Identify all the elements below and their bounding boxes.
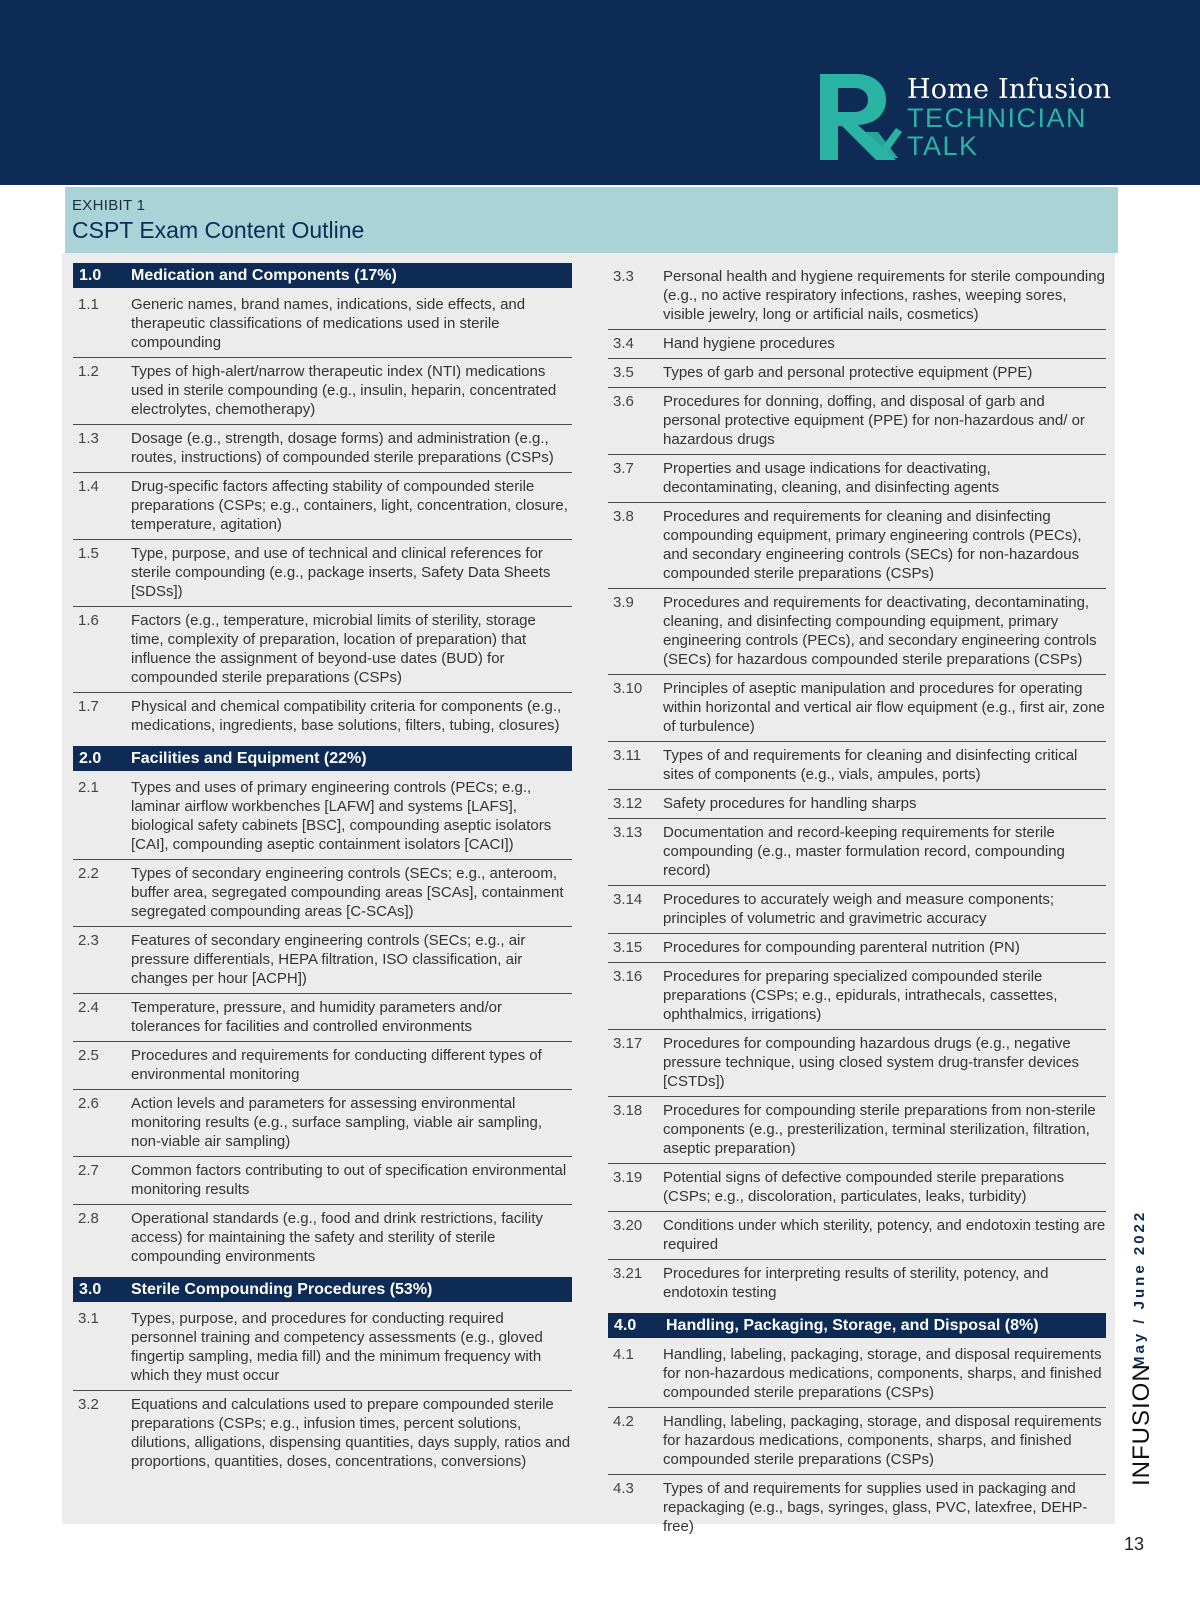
item-text: Types and uses of primary engineering controls (PECs; e.g., laminar airflow workbenches [LAFW] and systems [LAFS], biological safety cabinets [BSC], compounding aseptic isolators [CAI], compounding aseptic containment isolators [CACI]) [131, 779, 552, 853]
item-number: 2.8 [78, 1210, 99, 1227]
outline-item [608, 1097, 1106, 1164]
section-header [73, 1277, 572, 1302]
section-number: 4.0 [614, 1316, 637, 1334]
outline-item [608, 263, 1106, 330]
item-text: Principles of aseptic manipulation and procedures for operating within horizontal and vertical air flow equipment (e.g., first air, zone of turbulence) [663, 680, 1105, 735]
item-text: Procedures and requirements for conducting different types of environmental monitoring [131, 1047, 542, 1083]
outline-item [608, 1475, 1106, 1541]
header-banner [0, 0, 1200, 185]
item-text: Features of secondary engineering controls (SECs; e.g., air pressure differentials, HEPA filtration, ISO classification, air changes per hour [ACPH]) [131, 932, 526, 987]
brand-line-3: TALK [907, 131, 979, 161]
item-number: 2.3 [78, 932, 99, 949]
item-text: Equations and calculations used to prepare compounded sterile preparations (CSPs; e.g., infusion times, percent solutions, dilutions, alligations, dispensing quantities, days supply, ratios and proportions, quantities, doses, concentrations, conversions) [131, 1396, 571, 1470]
item-number: 3.9 [613, 594, 634, 611]
outline-item [608, 963, 1106, 1030]
item-number: 2.4 [78, 999, 99, 1016]
item-text: Procedures for compounding sterile preparations from non-sterile components (e.g., presterilization, terminal sterilization, filtration, aseptic preparation) [663, 1102, 1096, 1157]
outline-item [608, 1030, 1106, 1097]
outline-item [608, 742, 1106, 790]
item-text: Types of and requirements for supplies used in packaging and repackaging (e.g., bags, syringes, glass, PVC, latexfree, DEHP-free) [663, 1480, 1088, 1535]
outline-item [608, 1164, 1106, 1212]
item-text: Potential signs of defective compounded sterile preparations (CSPs; e.g., discoloration, particulates, leaks, turbidity) [663, 1169, 1065, 1205]
right-column [608, 263, 1106, 1541]
item-text: Drug-specific factors affecting stability of compounded sterile preparations (CSPs; e.g., containers, light, concentration, closure, temperature, agitation) [131, 478, 568, 533]
outline-item [608, 503, 1106, 589]
issue-date: May / June 2022 [1131, 1209, 1148, 1369]
item-text: Procedures and requirements for deactivating, decontaminating, cleaning, and disinfecting compounding equipment, primary engineering controls (PECs), and secondary engineering controls (SECs) for hazardous compounded sterile preparations (CSPs) [663, 594, 1097, 668]
item-number: 2.7 [78, 1162, 99, 1179]
outline-item [608, 388, 1106, 455]
outline-item [608, 886, 1106, 934]
item-text: Types of secondary engineering controls (SECs; e.g., anteroom, buffer area, segregated compounding areas [SCAs], containment segregated compounding areas [C-SCAs]) [131, 865, 564, 920]
outline-item [608, 1260, 1106, 1307]
outline-item [608, 330, 1106, 359]
item-number: 3.12 [613, 795, 643, 812]
item-number: 3.3 [613, 268, 634, 285]
section-number: 2.0 [79, 749, 102, 767]
outline-item [608, 1341, 1106, 1408]
item-text: Physical and chemical compatibility criteria for components (e.g., medications, ingredients, base solutions, filters, tubing, closures) [131, 698, 562, 734]
item-number: 3.10 [613, 680, 643, 697]
item-text: Temperature, pressure, and humidity parameters and/or tolerances for facilities and controlled environments [131, 999, 503, 1035]
item-number: 2.1 [78, 779, 99, 796]
outline-item [73, 774, 572, 860]
section-header [73, 263, 572, 288]
section-title: Facilities and Equipment (22%) [131, 749, 367, 767]
item-number: 3.21 [613, 1265, 643, 1282]
item-number: 1.3 [78, 430, 99, 447]
item-text: Handling, labeling, packaging, storage, and disposal requirements for non-hazardous medications, components, sharps, and finished compounded sterile preparations (CSPs) [663, 1346, 1102, 1401]
item-text: Types, purpose, and procedures for conducting required personnel training and competency assessments (e.g., gloved fingertip sampling, media fill) and the minimum frequency with which they must occur [131, 1310, 543, 1384]
item-text: Types of high-alert/narrow therapeutic index (NTI) medications used in sterile compounding (e.g., insulin, heparin, concentrated electrolytes, chemotherapy) [131, 363, 557, 418]
item-text: Documentation and record-keeping requirements for sterile compounding (e.g., master formulation record, compounding record) [663, 824, 1065, 879]
item-text: Generic names, brand names, indications, side effects, and therapeutic classifications of medications used in sterile compounding [131, 296, 526, 351]
item-text: Safety procedures for handling sharps [663, 795, 917, 812]
section-header [608, 1313, 1106, 1338]
outline-item [73, 425, 572, 473]
outline-item [608, 1408, 1106, 1475]
outline-item [73, 358, 572, 425]
item-text: Properties and usage indications for deactivating, decontaminating, cleaning, and disinfecting agents [663, 460, 1000, 496]
item-number: 2.6 [78, 1095, 99, 1112]
outline-item [73, 540, 572, 607]
item-number: 3.5 [613, 364, 634, 381]
outline-item [73, 607, 572, 693]
item-number: 3.13 [613, 824, 643, 841]
item-number: 3.14 [613, 891, 643, 908]
outline-item [608, 359, 1106, 388]
outline-item [608, 934, 1106, 963]
page-number: 13 [1124, 1534, 1145, 1554]
outline-item [73, 291, 572, 358]
section-number: 1.0 [79, 266, 102, 284]
outline-item [73, 1090, 572, 1157]
item-number: 1.6 [78, 612, 99, 629]
item-text: Operational standards (e.g., food and drink restrictions, facility access) for maintaining the safety and sterility of sterile compounding environments [131, 1210, 543, 1265]
item-text: Procedures for donning, doffing, and disposal of garb and personal protective equipment (PPE) for non-hazardous and/ or hazardous drugs [663, 393, 1085, 448]
outline-item [608, 455, 1106, 503]
outline-item [73, 1042, 572, 1090]
item-number: 3.7 [613, 460, 634, 477]
item-number: 3.18 [613, 1102, 643, 1119]
outline-item [608, 675, 1106, 742]
item-text: Procedures for preparing specialized compounded sterile preparations (CSPs; e.g., epidurals, intrathecals, cassettes, ophthalmics, irrigations) [663, 968, 1058, 1023]
item-number: 1.5 [78, 545, 99, 562]
item-text: Factors (e.g., temperature, microbial limits of sterility, storage time, complexity of preparation, location of preparation) that influence the assignment of beyond-use dates (BUD) for compounded sterile preparations (CSPs) [131, 612, 536, 686]
item-number: 3.1 [78, 1310, 99, 1327]
section-number: 3.0 [79, 1280, 102, 1298]
item-text: Procedures and requirements for cleaning and disinfecting compounding equipment, primary engineering controls (PECs), and secondary engineering controls (SECs) for non-hazardous compounded sterile preparations (CSPs) [663, 508, 1082, 582]
outline-item [73, 927, 572, 994]
item-number: 3.6 [613, 393, 634, 410]
item-text: Hand hygiene procedures [663, 335, 835, 352]
item-text: Conditions under which sterility, potency, and endotoxin testing are required [663, 1217, 1106, 1253]
section-title: Sterile Compounding Procedures (53%) [131, 1280, 433, 1298]
item-text: Procedures for compounding hazardous drugs (e.g., negative pressure technique, using closed system drug-transfer devices [CSTDs]) [663, 1035, 1080, 1090]
outline-item [73, 473, 572, 540]
item-number: 3.8 [613, 508, 634, 525]
item-number: 2.2 [78, 865, 99, 882]
left-column [73, 263, 572, 1476]
item-text: Procedures for interpreting results of sterility, potency, and endotoxin testing [663, 1265, 1049, 1301]
item-text: Dosage (e.g., strength, dosage forms) and administration (e.g., routes, instructions) of compounded sterile preparations (CSPs) [131, 430, 554, 466]
item-number: 3.17 [613, 1035, 643, 1052]
item-number: 2.5 [78, 1047, 99, 1064]
item-number: 3.15 [613, 939, 643, 956]
brand-name [907, 76, 1111, 160]
item-number: 3.16 [613, 968, 643, 985]
item-number: 1.2 [78, 363, 99, 380]
item-text: Personal health and hygiene requirements for sterile compounding (e.g., no active respiratory infections, rashes, weeping sores, visible jewelry, long or artificial nails, cosmetics) [663, 268, 1105, 323]
outline-item [608, 589, 1106, 675]
outline-item [73, 994, 572, 1042]
outline-item [608, 790, 1106, 819]
item-text: Types of and requirements for cleaning and disinfecting critical sites of components (e.g., vials, ampules, ports) [663, 747, 1078, 783]
outline-item [73, 693, 572, 740]
item-text: Procedures for compounding parenteral nutrition (PN) [663, 939, 1020, 956]
item-number: 1.1 [78, 296, 99, 313]
item-text: Types of garb and personal protective equipment (PPE) [663, 364, 1033, 381]
brand-line-1: Home Infusion [907, 74, 1112, 105]
item-number: 3.19 [613, 1169, 643, 1186]
section-title: Medication and Components (17%) [131, 266, 397, 284]
item-text: Handling, labeling, packaging, storage, and disposal requirements for hazardous medications, components, sharps, and finished compounded sterile preparations (CSPs) [663, 1413, 1102, 1468]
exhibit-title: CSPT Exam Content Outline [72, 217, 365, 243]
item-number: 3.20 [613, 1217, 643, 1234]
outline-item [608, 1212, 1106, 1260]
outline-item [73, 1305, 572, 1391]
brand-line-2: TECHNICIAN [907, 103, 1088, 133]
outline-item [73, 1157, 572, 1205]
rx-logo-icon [812, 68, 902, 164]
section-header [73, 746, 572, 771]
item-number: 3.4 [613, 335, 634, 352]
outline-item [73, 860, 572, 927]
outline-item [73, 1391, 572, 1476]
item-number: 1.7 [78, 698, 99, 715]
section-title: Handling, Packaging, Storage, and Disposal (8%) [666, 1316, 1039, 1334]
item-number: 4.2 [613, 1413, 634, 1430]
exhibit-label: EXHIBIT 1 [72, 197, 146, 214]
item-text: Procedures to accurately weigh and measure components; principles of volumetric and gravimetric accuracy [663, 891, 1055, 927]
item-number: 1.4 [78, 478, 99, 495]
item-text: Action levels and parameters for assessing environmental monitoring results (e.g., surface sampling, viable air sampling, non-viable air sampling) [131, 1095, 543, 1150]
item-number: 3.11 [613, 747, 642, 764]
exhibit-header [65, 187, 1118, 253]
item-number: 4.3 [613, 1480, 634, 1497]
item-text: Common factors contributing to out of specification environmental monitoring results [131, 1162, 567, 1198]
outline-item [608, 819, 1106, 886]
outline-item [73, 1205, 572, 1271]
publication-logo: INFUSION [1128, 1363, 1155, 1486]
item-number: 3.2 [78, 1396, 99, 1413]
item-number: 4.1 [613, 1346, 634, 1363]
item-text: Type, purpose, and use of technical and clinical references for sterile compounding (e.g., package inserts, Safety Data Sheets [SDSs]) [131, 545, 551, 600]
